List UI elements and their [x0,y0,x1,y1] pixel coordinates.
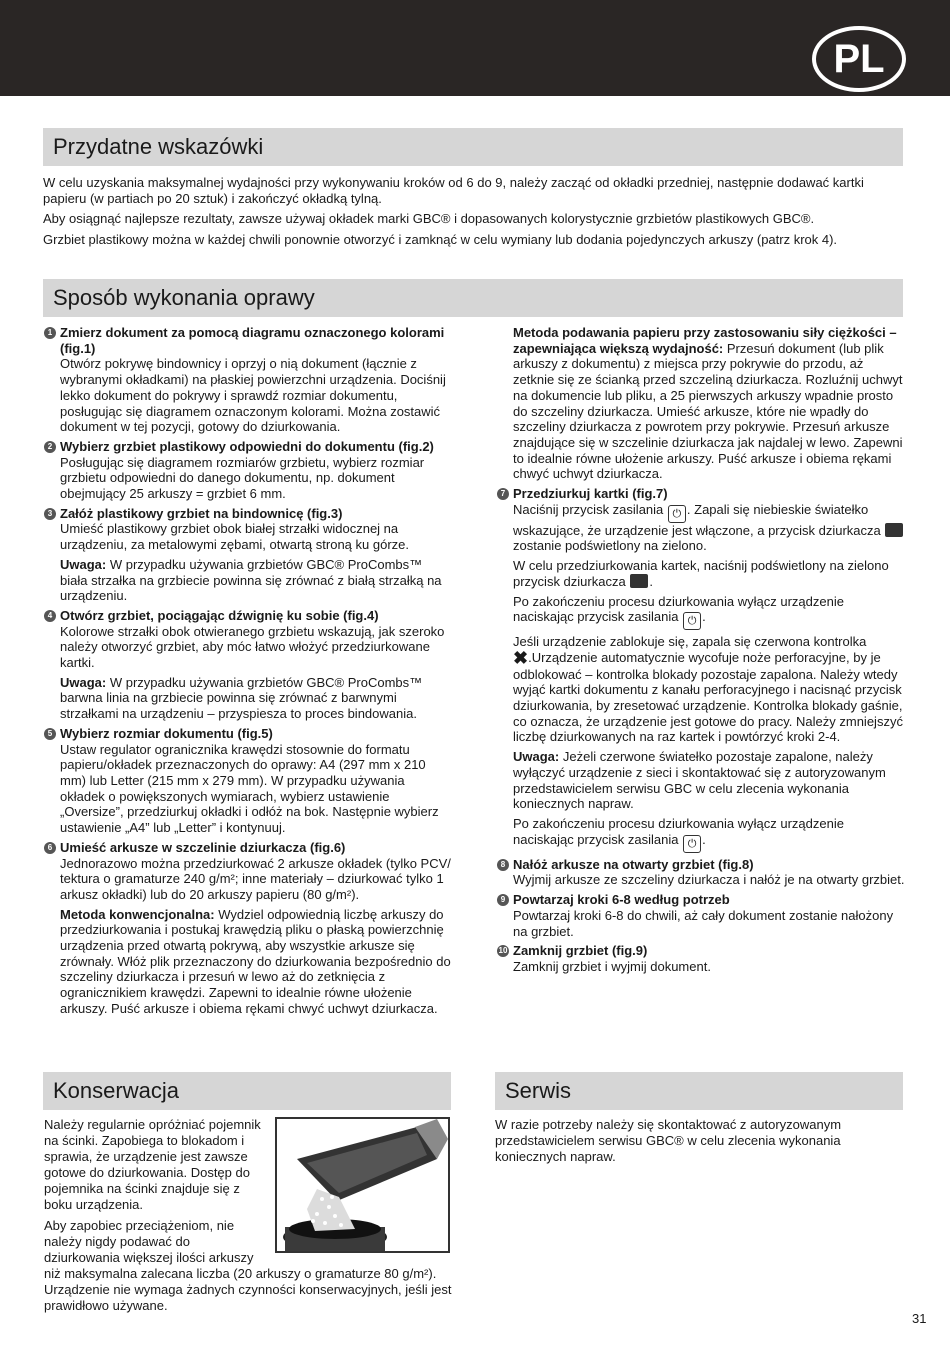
step-body: Powtarzaj kroki 6-8 do chwili, aż cały dokument zostanie nałożony na grzbiet. [513,907,894,939]
step-text: W celu przedziurkowania kartek, naciśnij podświetlony na zielono przycisk dziurkacza [513,558,889,589]
step-1 [44,325,452,435]
method-text: Przesuń dokument (lub plik arkuszy z dokumentu) z miejsca przy pokrywie do przodu, aż zetknie się ze ścianką przed szczeliną dziurkacza. Rozluźnij uchwyt na dokumencie lub pliku, a 25 pierwszych arkuszy wpadnie prosto do szczeliny dziurkacza. Umieść arkusze, które nie wpadły do szczeliny dziurkacza z powrotem przy pokrywie. Przesuń arkusze znajdujące się w szczelinie dziurkacza jak najdalej w lewo. Zapewni to idealnie równe ułożenie arkuszy. Puść arkusze i obiema rękami chwyć uchwyt dziurkacza. [513,340,903,482]
step-text: . [702,831,706,847]
tips-paragraph-3: Grzbiet plastikowy można w każdej chwili ponownie otworzyć i zamknąć w celu wymiany lub dodania pojedynczych arkuszy (patrz krok 4). [43,231,838,247]
step-text: Jeśli urządzenie zablokuje się, zapala się czerwona kontrolka [513,634,867,650]
step-text: Po zakończeniu procesu dziurkowania wyłącz urządzenie naciskając przycisk zasilania [513,593,844,625]
step-number: 9 [497,894,509,906]
emptying-bin-icon [277,1119,448,1251]
step-body: Wyjmij arkusze ze szczeliny dziurkacza i nałóż je na otwarty grzbiet. [513,872,905,888]
note-text: W przypadku używania grzbietów GBC® ProCombs™ barwna linia na grzbiecie powinna się zrównać z barwnymi strzałkami na urządzeniu – przyspiesza to proces bindowania. [60,674,423,722]
step-text: Po zakończeniu procesu dziurkowania wyłącz urządzenie naciskając przycisk zasilania [513,815,844,847]
step-9 [497,892,905,939]
binding-heading: Sposób wykonania oprawy [43,279,903,317]
service-paragraph: W razie potrzeby należy się skontaktować z autoryzowanym przedstawicielem serwisu GBC® w celu zlecenia wykonania koniecznych napraw. [495,1117,842,1164]
step-number: 4 [44,610,56,622]
step-number: 10 [498,946,508,956]
step-text: . [702,609,706,625]
note-text: Jeżeli czerwone światełko pozostaje zapalone, należy wyłączyć urządzenie z sieci i skontaktować się z autoryzowanym przedstawicielem serwisu GBC w celu zlecenia wykonania koniecznych napraw. [513,749,886,812]
step-number: 7 [497,488,509,500]
maintenance-heading: Konserwacja [43,1072,451,1110]
service-heading: Serwis [495,1072,903,1110]
tips-paragraph-2: Aby osiągnąć najlepsze rezultaty, zawsze używaj okładek marki GBC® i dopasowanych kolorystycznie grzbietów plastikowych GBC®. [43,211,815,227]
method-conventional [60,907,452,1017]
tips-heading: Przydatne wskazówki [43,128,903,166]
waste-bin-illustration [275,1117,450,1253]
step-note [60,675,452,722]
maintenance-paragraph-2-text: Aby zapobiec przeciążeniom, nie należy nigdy podawać do dziurkowania większej ilości arkuszy niż maksymalna zalecana liczba (20 arkuszy o gramaturze 80 g/m²). Urządzenie nie wymaga żadnych czynności konserwacyjnych, jeśli jest prawidłowo używane. [44,1218,452,1313]
step-note [60,557,452,604]
punch-button-icon [630,574,648,588]
step-body: Jednorazowo można przedziurkować 2 arkusze okładek (tylko PCV/ tektura o gramaturze 240 g/m²; inne materiały – dziurkować tylko 1 arkusz okładki) lub do 20 arkuszy papieru (80 g/m²). [60,855,451,902]
step-text: .Urządzenie automatycznie wycofuje noże perforacyjne, by je odblokować – kontrolka blokady pozostaje zapalona. Należy wtedy wyjąć kartki dokumentu z kanału perforacyjnego i nacisnąć przycisk dziurkowania, by zresetować urządzenie. Kontrolka blokady gaśnie, co oznacza, że urządzenie jest gotowe do pracy. Należy zmniejszyć liczbę dziurkowanych na raz kartek i powtórzyć kroki 2-4. [513,649,903,745]
step-6-continued [497,325,905,482]
method-text: Wydziel odpowiednią liczbę arkuszy do przedziurkowania i postukaj krawędzią pliku o płaską powierzchnię urządzenia przed otwartą pokrywą, aby wszystkie arkusze się zrównały. Włóż plik przeznaczony do dziurkowania bezpośrednio do szczeliny dziurkacza i przesuń w lewo aż do zetknięcia z ogranicznikiem krawędzi. Zapewni to idealnie równe ułożenie arkuszy. Puść arkusze i obiema rękami chwyć uchwyt dziurkacza. [60,906,451,1016]
step-title: Wybierz rozmiar dokumentu (fig.5) [60,725,273,741]
power-button-icon: ⏻ [668,505,686,523]
tips-paragraph-1: W celu uzyskania maksymalnej wydajności przy wykonywaniu kroków od 6 do 9, należy zacząć od okładki przedniej, następnie dodawać kartki papieru (w partiach po 20 sztuk) i zakończyć okładką tylną. [43,175,864,206]
note-text: W przypadku używania grzbietów GBC® ProCombs™ biała strzałka na grzbiecie powinna się zrównać z białą strzałką na urządzeniu. [60,556,442,604]
punch-button-icon [885,523,903,537]
step-3 [44,506,452,604]
step-number: 8 [497,859,509,871]
step-title: Powtarzaj kroki 6-8 według potrzeb [513,892,730,908]
step-title: Zamknij grzbiet (fig.9) [513,943,648,959]
step-body: Ustaw regulator ogranicznika krawędzi stosownie do formatu papieru/okładek przeznaczonych do oprawy: A4 (297 mm x 210 mm) lub Letter (215 mm x 279 mm). W przypadku używania okładek o powiększonych wymiarach, wybierz ustawienie „Oversize”, przedziurkuj okładki i odłóż na bok. Następnie wybierz ustawienie „A4” lub „Letter” i kontynuuj. [60,741,439,836]
language-badge: PL [812,26,906,92]
note-label: Uwaga: [60,556,107,572]
step-2 [44,439,452,502]
power-button-icon: ⏻ [683,612,701,630]
step-text: zostanie podświetlony na zielono. [513,538,707,554]
step-6 [44,840,452,1017]
step-body: Kolorowe strzałki obok otwieranego grzbietu wskazują, jak szeroko należy otworzyć grzbiet, aby móc łatwo włożyć przedziurkowane kartki. [60,623,445,671]
step-body: Umieść plastikowy grzbiet obok białej strzałki widocznej na urządzeniu, za metalowymi zębami, otwartą stroną ku górze. [60,521,409,553]
step-text: . [649,573,653,589]
binding-right-column [497,325,905,979]
binding-left-column [44,325,452,1021]
step-title: Umieść arkusze w szczelinie dziurkacza (fig.6) [60,839,346,855]
header-bar [0,0,950,96]
note-label: Uwaga: [513,749,560,765]
jam-indicator-icon: ✖ [513,647,529,668]
step-note [513,749,905,812]
step-text: Naciśnij przycisk zasilania [513,501,664,517]
step-body: Posługując się diagramem rozmiarów grzbietu, wybierz rozmiar grzbietu odpowiedni do danego dokumentu, np. dokument obejmujący 25 arkuszy = grzbiet 6 mm. [60,454,425,502]
step-8 [497,857,905,888]
tips-section [43,175,903,252]
page-number: 31 [912,1311,927,1326]
step-number: 2 [44,441,56,453]
maintenance-paragraph-1: Należy regularnie opróżniać pojemnik na ścinki. Zapobiega to blokadom i sprawia, że urządzenie jest zawsze gotowe do dziurkowania. Dostęp do pojemnika na ścinki znajduje się z boku urządzenia. [44,1117,261,1212]
note-label: Uwaga: [60,674,107,690]
step-title: Otwórz grzbiet, pociągając dźwignię ku sobie (fig.4) [60,607,379,623]
step-10 [497,943,905,974]
step-text: . Zapali się niebieskie światełko wskazujące, że urządzenie jest włączone, a przycisk dziurkacza [513,501,881,538]
step-title: Załóż plastikowy grzbiet na bindownicę (fig.3) [60,505,343,521]
step-body: Zamknij grzbiet i wyjmij dokument. [513,958,711,974]
method-label: Metoda konwencjonalna: [60,906,215,922]
step-number: 5 [44,728,56,740]
step-body: Otwórz pokrywę bindownicy i oprzyj o nią dokument (łącznie z wybranymi okładkami) na płaskiej powierzchni urządzenia. Dociśnij lekko dokument do pokrywy i sprawdź rozmiar dokumentu, posługując się diagramem oznaczonym kolorami. Można zostawić dokument w tej pozycji, gotowy do dziurkowania. [60,356,446,435]
step-7 [497,486,905,853]
step-number: 3 [44,508,56,520]
step-title: Przedziurkuj kartki (fig.7) [513,486,668,502]
step-5 [44,726,452,836]
step-title: Nałóż arkusze na otwarty grzbiet (fig.8) [513,856,754,872]
step-number: 6 [44,842,56,854]
step-title: Wybierz grzbiet plastikowy odpowiedni do dokumentu (fig.2) [60,438,434,454]
step-title: Zmierz dokument za pomocą diagramu oznaczonego kolorami (fig.1) [60,325,445,356]
method-label: Metoda podawania papieru przy zastosowaniu siły ciężkości – zapewniająca większą wydajność: [513,325,897,356]
step-number: 1 [44,327,56,339]
step-4 [44,608,452,722]
power-button-icon: ⏻ [683,835,701,853]
